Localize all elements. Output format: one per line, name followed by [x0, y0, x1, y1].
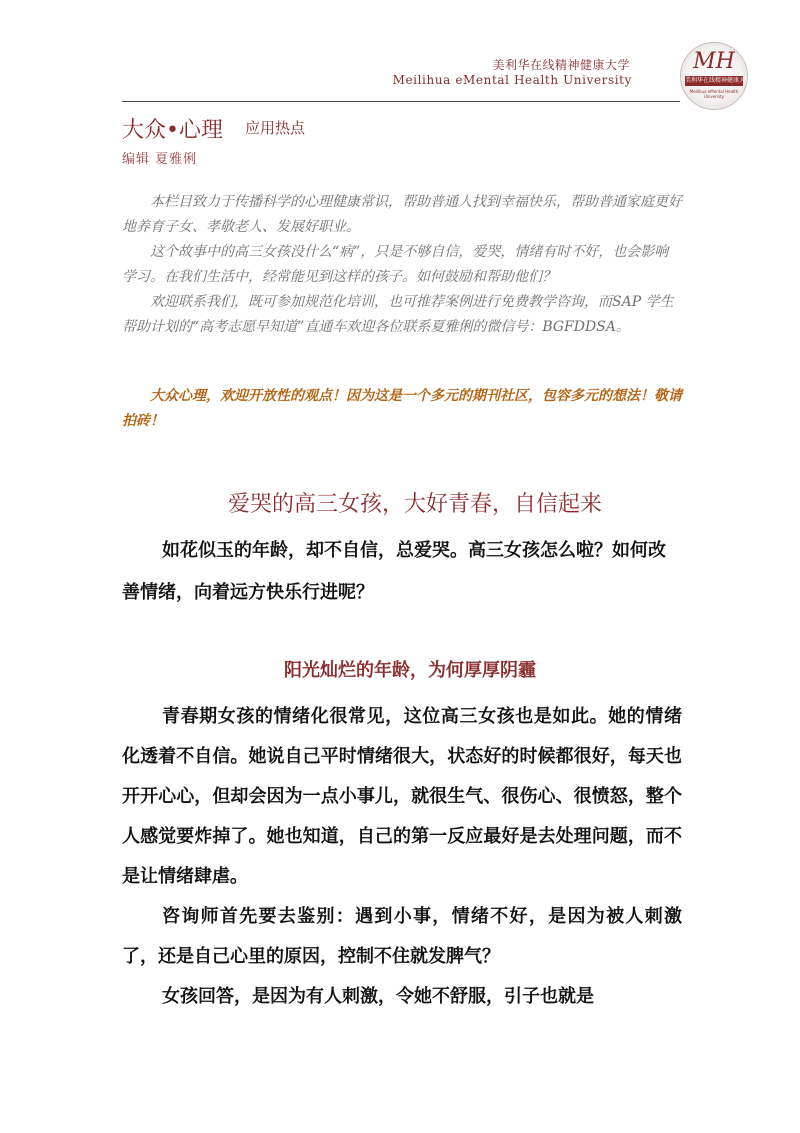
article-lede: 如花似玉的年龄，却不自信，总爱哭。高三女孩怎么啦？如何改善情绪，向着远方快乐行进呢？: [122, 540, 666, 603]
logo-subtext: Meilihua eMental Health University: [689, 89, 739, 99]
column-intro: [122, 190, 682, 340]
editor-credit: 编辑 夏雅俐: [122, 152, 198, 167]
intro-paragraph: 这个故事中的高三女孩没什么“病”，只是不够自信，爱哭，情绪有时不好，也会影响学习。在我们生活中，经常能见到这样的孩子。如何鼓励和帮助他们？: [122, 244, 669, 285]
header-divider: [122, 101, 680, 102]
intro-paragraph: 本栏目致力于传播科学的心理健康常识，帮助普通人找到幸福快乐，帮助普通家庭更好地养育子女、孝敬老人、发展好职业。: [122, 194, 682, 235]
logo-band: 美利华在线精神健康大学: [685, 77, 752, 84]
body-paragraph: 青春期女孩的情绪化很常见，这位高三女孩也是如此。她的情绪化透着不自信。她说自己平时情绪很大，状态好的时候都很好，每天也开开心心，但却会因为一点小事儿，就很生气、很伤心、很愤怒，整个人感觉要炸掉了。她也知道，自己的第一反应最好是去处理问题，而不是让情绪肆虐。: [122, 706, 682, 887]
logo-mark: MH: [693, 49, 735, 74]
university-logo: [680, 42, 752, 110]
article-headline: 爱哭的高三女孩，大好青春，自信起来: [227, 492, 602, 517]
section-title: 阳光灿烂的年龄，为何厚厚阴霾: [284, 660, 536, 681]
intro-paragraph: 欢迎联系我们，既可参加规范化培训，也可推荐案例进行免费教学咨询，而SAP 学生帮助计划的“高考志愿早知道”直通车欢迎各位联系夏雅俐的微信号：BGFDDSA。: [122, 294, 674, 335]
welcome-note: 大众心理，欢迎开放性的观点！因为这是一个多元的期刊社区，包容多元的想法！敬请拍砖！: [122, 388, 682, 429]
body-paragraph: 咨询师首先要去鉴别：遇到小事，情绪不好，是因为被人刺激了，还是自己心里的原因，控制不住就发脾气？: [122, 906, 682, 967]
body-paragraph: 女孩回答，是因为有人刺激，令她不舒服，引子也就是: [162, 986, 594, 1007]
university-name-cn: 美利华在线精神健康大学: [492, 58, 630, 72]
column-subtitle: 应用热点: [245, 119, 306, 137]
university-name-en: Meilihua eMental Health University: [392, 73, 632, 87]
column-title: 大众•心理: [122, 118, 223, 143]
article-body: [122, 697, 682, 1017]
